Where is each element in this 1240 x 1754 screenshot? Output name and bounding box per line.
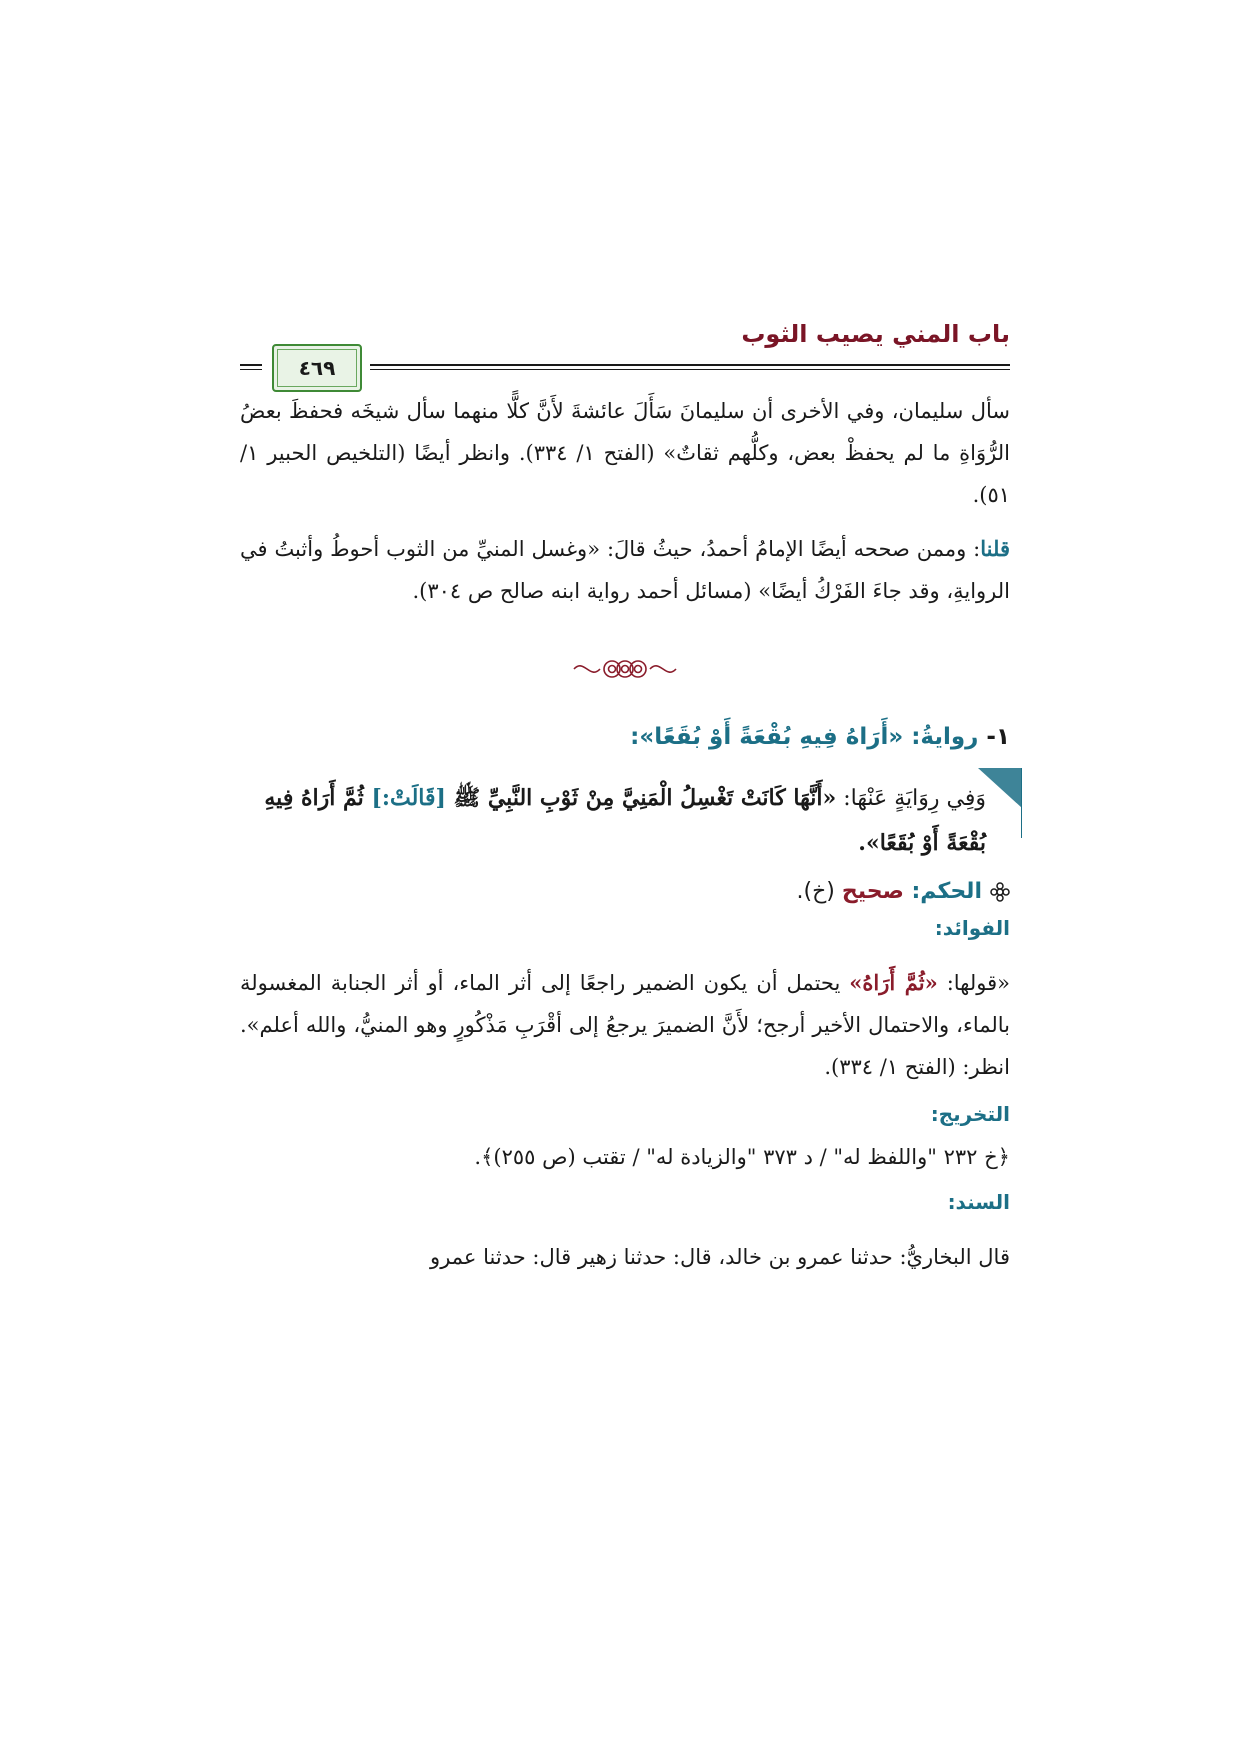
section-title: روايةُ: «أَرَاهُ فِيهِ بُقْعَةً أَوْ بُقَعًا»: <box>630 724 979 750</box>
section-divider-ornament-icon <box>240 652 1010 688</box>
page-number-badge <box>272 344 362 392</box>
paragraph-qulna <box>240 528 1010 612</box>
paragraph-lead: قلنا <box>980 536 1010 561</box>
hadith-block <box>240 776 1010 865</box>
takhrij-text: ﴿خ ٢٣٢ "واللفظ له" / د ٣٧٣ "والزيادة له" / تقتب (ص ٢٥٥)﴾. <box>474 1145 1010 1169</box>
paragraph-body: : وممن صححه أيضًا الإمامُ أحمدُ، حيثُ قالَ: «وغسل المنيِّ من الثوب أحوطُ وأثبتُ في الروايةِ، وقد جاءَ الفَرْكُ أيضًا» (مسائل أحمد رواية ابنه صالح ص ٣٠٤). <box>240 537 1010 603</box>
flower-bullet-icon <box>990 882 1010 902</box>
takhrij-heading: التخريج: <box>930 1102 1010 1126</box>
ruling-line <box>240 879 1010 904</box>
sanad-text: قال البخاريُّ: حدثنا عمرو بن خالد، قال: حدثنا زهير قال: حدثنا عمرو <box>430 1245 1010 1269</box>
hadith-text <box>240 776 986 865</box>
sanad-heading: السند: <box>947 1190 1010 1214</box>
page-number: ٤٦٩ <box>298 356 336 380</box>
hadith-intro: وَفِي رِوَايَةٍ عَنْهَا: <box>836 786 986 811</box>
page-header <box>240 320 1010 380</box>
benefits-paragraph <box>240 962 1010 1088</box>
benefits-quote-open: «قولها: <box>937 971 1010 995</box>
ruling-value: صحيح <box>841 879 904 904</box>
header-rule <box>370 364 1010 370</box>
paragraph-continuation: سأل سليمان، وفي الأخرى أن سليمانَ سَأَلَ عائشةَ لأَنَّ كلًّا منهما سأل شيخَه فحفظَ بعضُ الرُّوَاةِ ما لم يحفظْ بعض، وكلُّهم ثقاتٌ» (الفتح ١/ ٣٣٤). وانظر أيضًا (التلخيص الحبير ١/ ٥١). <box>240 399 1010 507</box>
section-number: ١- <box>986 724 1010 750</box>
ruling-label: الحكم: <box>903 879 982 904</box>
hadith-said: [قَالَتْ:] <box>363 785 454 811</box>
hadith-part-1: «أَنَّهَا كَانَتْ تَغْسِلُ الْمَنِيَّ مِنْ ثَوْبِ النَّبِيِّ ﷺ <box>453 785 837 811</box>
benefits-highlight: «ثُمَّ أَرَاهُ» <box>849 970 938 995</box>
hadith-part-2: ثُمَّ أَرَاهُ فِيهِ بُقْعَةً أَوْ بُقَعًا». <box>264 785 986 856</box>
ruling-source: (خ). <box>796 879 842 904</box>
document-page <box>240 320 1010 1278</box>
section-heading <box>240 724 1010 750</box>
chapter-title: باب المني يصيب الثوب <box>741 320 1010 348</box>
header-rule-left <box>240 364 262 370</box>
benefits-heading: الفوائد: <box>934 916 1010 940</box>
benefits-text: يحتمل أن يكون الضمير راجعًا إلى أثر الماء، أو أثر الجنابة المغسولة بالماء، والاحتمال الأخير أرجح؛ لأَنَّ الضميرَ يرجعُ إلى أقْرَبِ مَذْكُورٍ وهو المنيُّ، والله أعلم». انظر: (الفتح ١/ ٣٣٤). <box>240 971 1010 1079</box>
corner-ornament-icon <box>978 768 1022 838</box>
